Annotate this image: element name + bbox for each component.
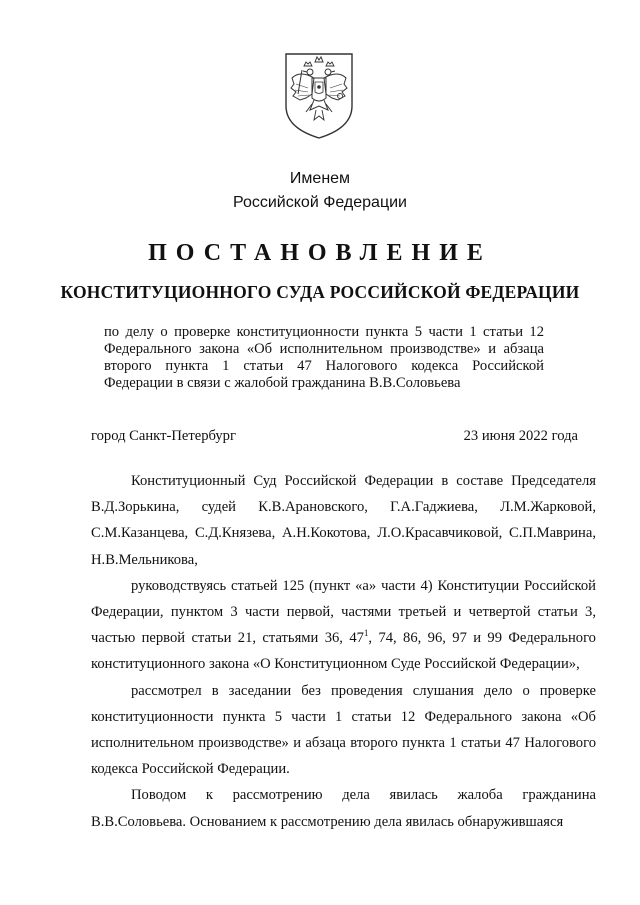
document-title: ПОСТАНОВЛЕНИЕ [148, 240, 492, 266]
case-subject: по делу о проверке конституционности пункта 5 части 1 статьи 12 Федерального закона «Об исполнительном производстве» и абзаца второго пункта 1 статьи 47 Налогового кодекса Российской Федерации в связи с жалобой гражданина В.В.Соловьева [104, 324, 544, 391]
legal-basis-text: руководствуясь статьей 125 (пункт «а» части 4) Конституции Российской Федерации, пунктом 3 части первой, частями третьей и четвертой статьи 3, частью первой статьи 21, статьями 36, 47 [91, 577, 596, 647]
in-the-name-line: Именем [289, 170, 351, 187]
court-name: КОНСТИТУЦИОННОГО СУДА РОССИЙСКОЙ ФЕДЕРАЦИИ [60, 282, 580, 302]
document-body [91, 468, 596, 835]
paragraph-considered: рассмотрел в заседании без проведения слушания дело о проверке конституционности пункта 5 части 1 статьи 12 Федерального закона «Об исполнительном производстве» и абзаца второго пункта 1 статьи 47 Налогового кодекса Российской Федерации. [91, 682, 596, 778]
paragraph-reason: Поводом к рассмотрению дела явилась жалоба гражданина В.В.Соловьева. Основанием к рассмотрению дела явилась обнаружившаяся [91, 787, 596, 830]
date-of-issue: 23 июня 2022 года [463, 428, 578, 444]
superscript: 1 [363, 628, 369, 639]
place-of-issue: город Санкт-Петербург [91, 428, 236, 444]
paragraph-composition: Конституционный Суд Российской Федерации в составе Председателя В.Д.Зорькина, судей К.В.Арановского, Г.А.Гаджиева, Л.М.Жарковой, С.М.Казанцева, С.Д.Князева, А.Н.Кокотова, Л.О.Красавчиковой, С.П.Маврина, Н.В.Мельникова, [91, 473, 596, 568]
russian-federation-line: Российской Федерации [233, 194, 407, 211]
paragraph-legal-basis [91, 573, 596, 678]
russian-coat-of-arms-icon [278, 48, 360, 142]
legal-basis-text-cont: , 74, 86, 96, 97 и 99 Федерального конституционного закона «О Конституционном Суде Российской Федерации», [91, 630, 596, 673]
